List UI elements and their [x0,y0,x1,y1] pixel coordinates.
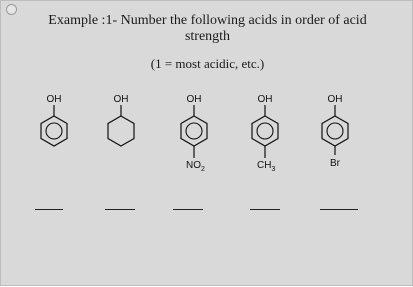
molecule-methylphenol [252,94,278,173]
hydroxyl-label: OH [46,94,62,105]
bromo-label: Br [330,158,340,169]
hydroxyl-label: OH [113,94,129,105]
hydroxyl-label: OH [186,94,202,105]
molecule-cyclohexanol [108,94,134,146]
rank-note: (1 = most acidic, etc.) [150,56,265,71]
aromatic-circle [327,123,343,139]
cyclohexane-ring [108,116,134,146]
molecule-nitrophenol [181,94,207,173]
title-line-1: Example :1- Number the following acids in order of acid [48,13,367,28]
aromatic-circle [186,123,202,139]
nitro-label: $NO_2$ [186,160,205,173]
benzene-ring [252,116,278,146]
aromatic-circle [257,123,273,139]
benzene-ring [322,116,348,146]
methyl-label: $CH_3$ [257,160,276,173]
benzene-ring [41,116,67,146]
answer-blank-2[interactable] [105,209,135,210]
hydroxyl-label: OH [327,94,343,105]
structures-area [1,1,413,287]
answer-blank-1[interactable] [35,209,63,210]
answer-blank-5[interactable] [320,209,358,210]
molecule-bromophenol [322,94,348,169]
aromatic-circle [46,123,62,139]
molecule-phenol [41,94,67,146]
answer-blank-3[interactable] [173,209,203,210]
title-line-2: strength [184,29,231,44]
hydroxyl-label: OH [257,94,273,105]
answer-blank-4[interactable] [250,209,280,210]
benzene-ring [181,116,207,146]
